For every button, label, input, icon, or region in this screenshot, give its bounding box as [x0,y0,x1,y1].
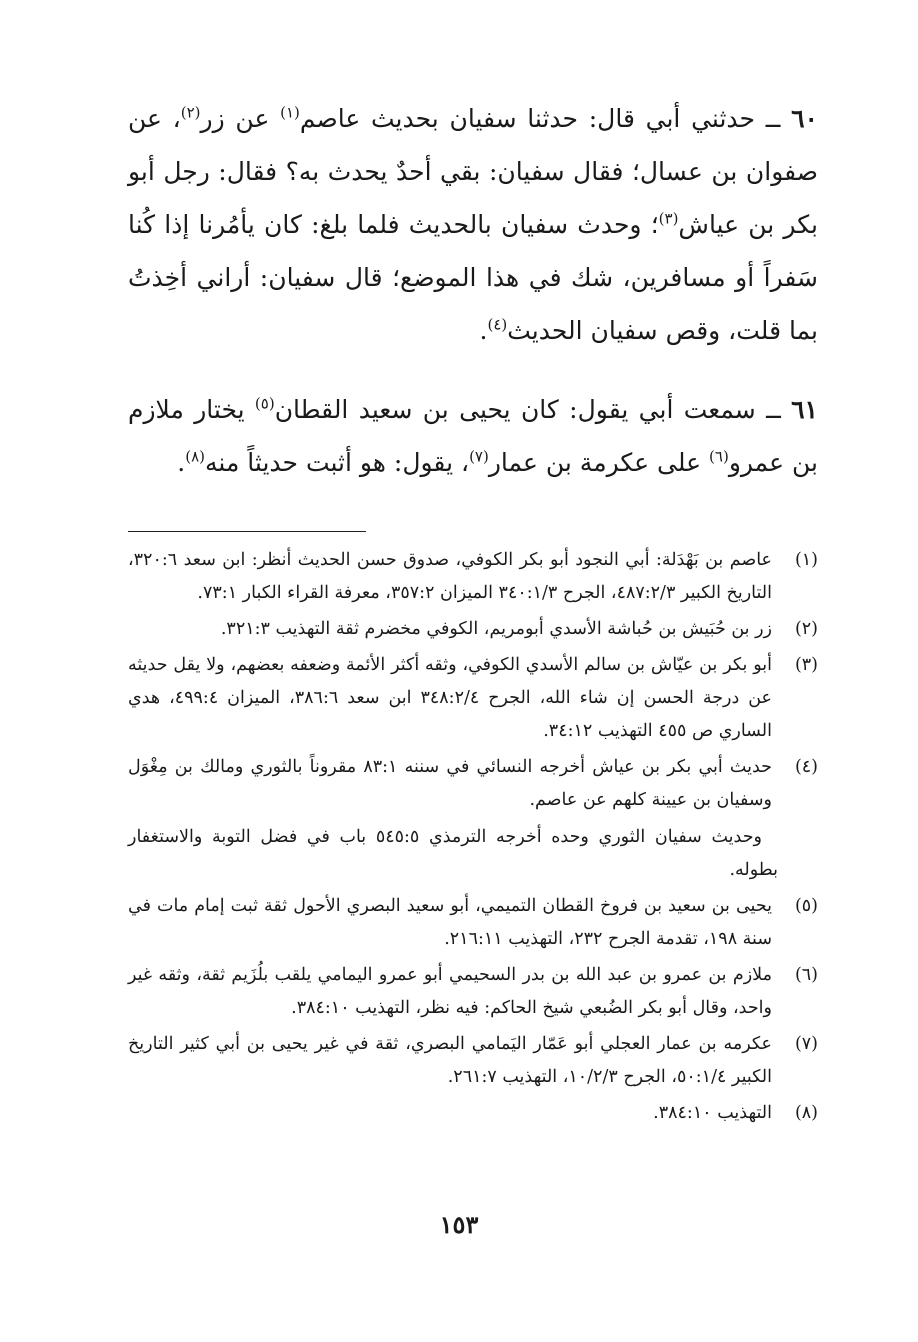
footnote [128,613,818,646]
paragraph-text: يختار ملازم بن عمرو [128,395,818,477]
footnote [128,959,818,1025]
footnote-marker[interactable]: (٥) [254,394,275,413]
paragraph-text: ؛ وحدث سفيان بالحديث فلما بلغ: كان يأمُرنا إذا كُنا سَفراً أو مسافرين، شك في هذا الموضع؛ قال سفيان: أراني أخِذتُ بما قلت، وقص سفيان الحديث [128,210,818,345]
footnote-separator [128,531,366,532]
footnote-text: زر بن حُبَيش بن حُباشة الأسدي أبومريم، الكوفي مخضرم ثقة التهذيب ٣٢١:٣. [220,619,772,639]
page-number: ١٥٣ [439,1210,479,1239]
footnote-continuation: وحديث سفيان الثوري وحده أخرجه الترمذي ٥٤٥:٥ باب في فضل التوبة والاستغفار بطوله. [128,827,778,880]
footnote-marker[interactable]: (٣) [658,209,679,228]
footnote-marker[interactable]: (٦) [709,447,729,466]
footnote-number: (٥) [794,896,818,916]
paragraph-text: . [479,316,488,345]
footnote-text: أبو بكر بن عيّاش بن سالم الأسدي الكوفي، وثقه أكثر الأئمة وضعفه بعضهم، ولا يقل حديثه عن درجة الحسن إن شاء الله، الجرح ٣٤٨:٢/٤ ابن سعد ٣٨٦:٦، الميزان ٤٩٩:٤، هدي الساري ص ٤٥٥ التهذيب ٣٤:١٢. [128,655,772,741]
footnote-marker[interactable]: (٤) [487,315,508,334]
paragraph [128,92,818,357]
footnote-number: (٦) [794,965,818,985]
footnote-marker[interactable]: (٧) [469,447,489,466]
footnote-text: عكرمه بن عمار العجلي أبو عَمّار اليَمامي البصري، ثقة في غير يحيى بن أبي كثير التاريخ الكبير ٥٠:١/٤، الجرح ١٠/٢/٣، التهذيب ٢٦١:٧. [128,1034,772,1087]
paragraph-number: ٦١ [791,395,818,424]
main-text [128,92,818,489]
paragraph-text: ، يقول: هو أثبت حديثاً منه [205,448,470,477]
paragraph-text: ــ حدثني أبي قال: حدثنا سفيان بحديث عاصم [299,104,792,133]
paragraph-text: ، عن صفوان بن عسال؛ فقال سفيان: بقي أحدٌ يحدث به؟ فقال: رجل أبو بكر بن عياش [128,104,818,239]
paragraph-number: ٦٠ [791,104,818,133]
footnote-number: (٧) [794,1034,818,1054]
footnote [128,890,818,956]
footnote [128,544,818,610]
footnote-number: (٤) [794,757,818,777]
footnote-text: يحيى بن سعيد بن فروخ القطان التميمي، أبو سعيد البصري الأحول ثقة ثبت إمام مات في سنة ١٩٨، تقدمة الجرح ٢٣٢، التهذيب ٢١٦:١١. [128,896,772,949]
footnote-marker[interactable]: (٨) [185,447,206,466]
footnote-number: (٣) [794,655,818,675]
footnote-number: (٨) [794,1103,818,1123]
footnote-number: (١) [794,550,818,570]
paragraph-text: عن زر [200,104,281,133]
paragraph [128,383,818,489]
footnote-marker[interactable]: (٢) [180,103,201,122]
footnote [128,1028,818,1094]
footnote [128,751,818,887]
footnote [128,649,818,748]
paragraph-text: ــ سمعت أبي يقول: كان يحيى بن سعيد القطان [274,395,792,424]
footnote-text: عاصم بن بَهْدَلة: أبي النجود أبو بكر الكوفي، صدوق حسن الحديث أنظر: ابن سعد ٣٢٠:٦، التاريخ الكبير ٤٨٧:٢/٣، الجرح ٣٤٠:١/٣ الميزان ٣٥٧:٢، معرفة القراء الكبار ٧٣:١. [128,550,772,603]
footnotes [128,544,818,1130]
footnote-text: التهذيب ٣٨٤:١٠. [653,1103,772,1123]
footnote-text: حديث أبي بكر بن عياش أخرجه النسائي في سننه ٨٣:١ مقروناً بالثوري ومالك بن مِغْوَل وسفيان بن عيينة كلهم عن عاصم. [128,757,772,810]
page-content [128,92,818,1130]
footnote [128,1097,818,1130]
paragraph-text: . [177,448,186,477]
paragraph-text: على عكرمة بن عمار [488,448,710,477]
footnote-number: (٢) [794,619,818,639]
footnote-marker[interactable]: (١) [280,103,300,122]
footnote-text: ملازم بن عمرو بن عبد الله بن بدر السحيمي أبو عمرو اليمامي يلقب بلُزَيم ثقة، وثقه غير واحد، وقال أبو بكر الضُبعي شيخ الحاكم: فيه نظر، التهذيب ٣٨٤:١٠. [128,965,772,1018]
